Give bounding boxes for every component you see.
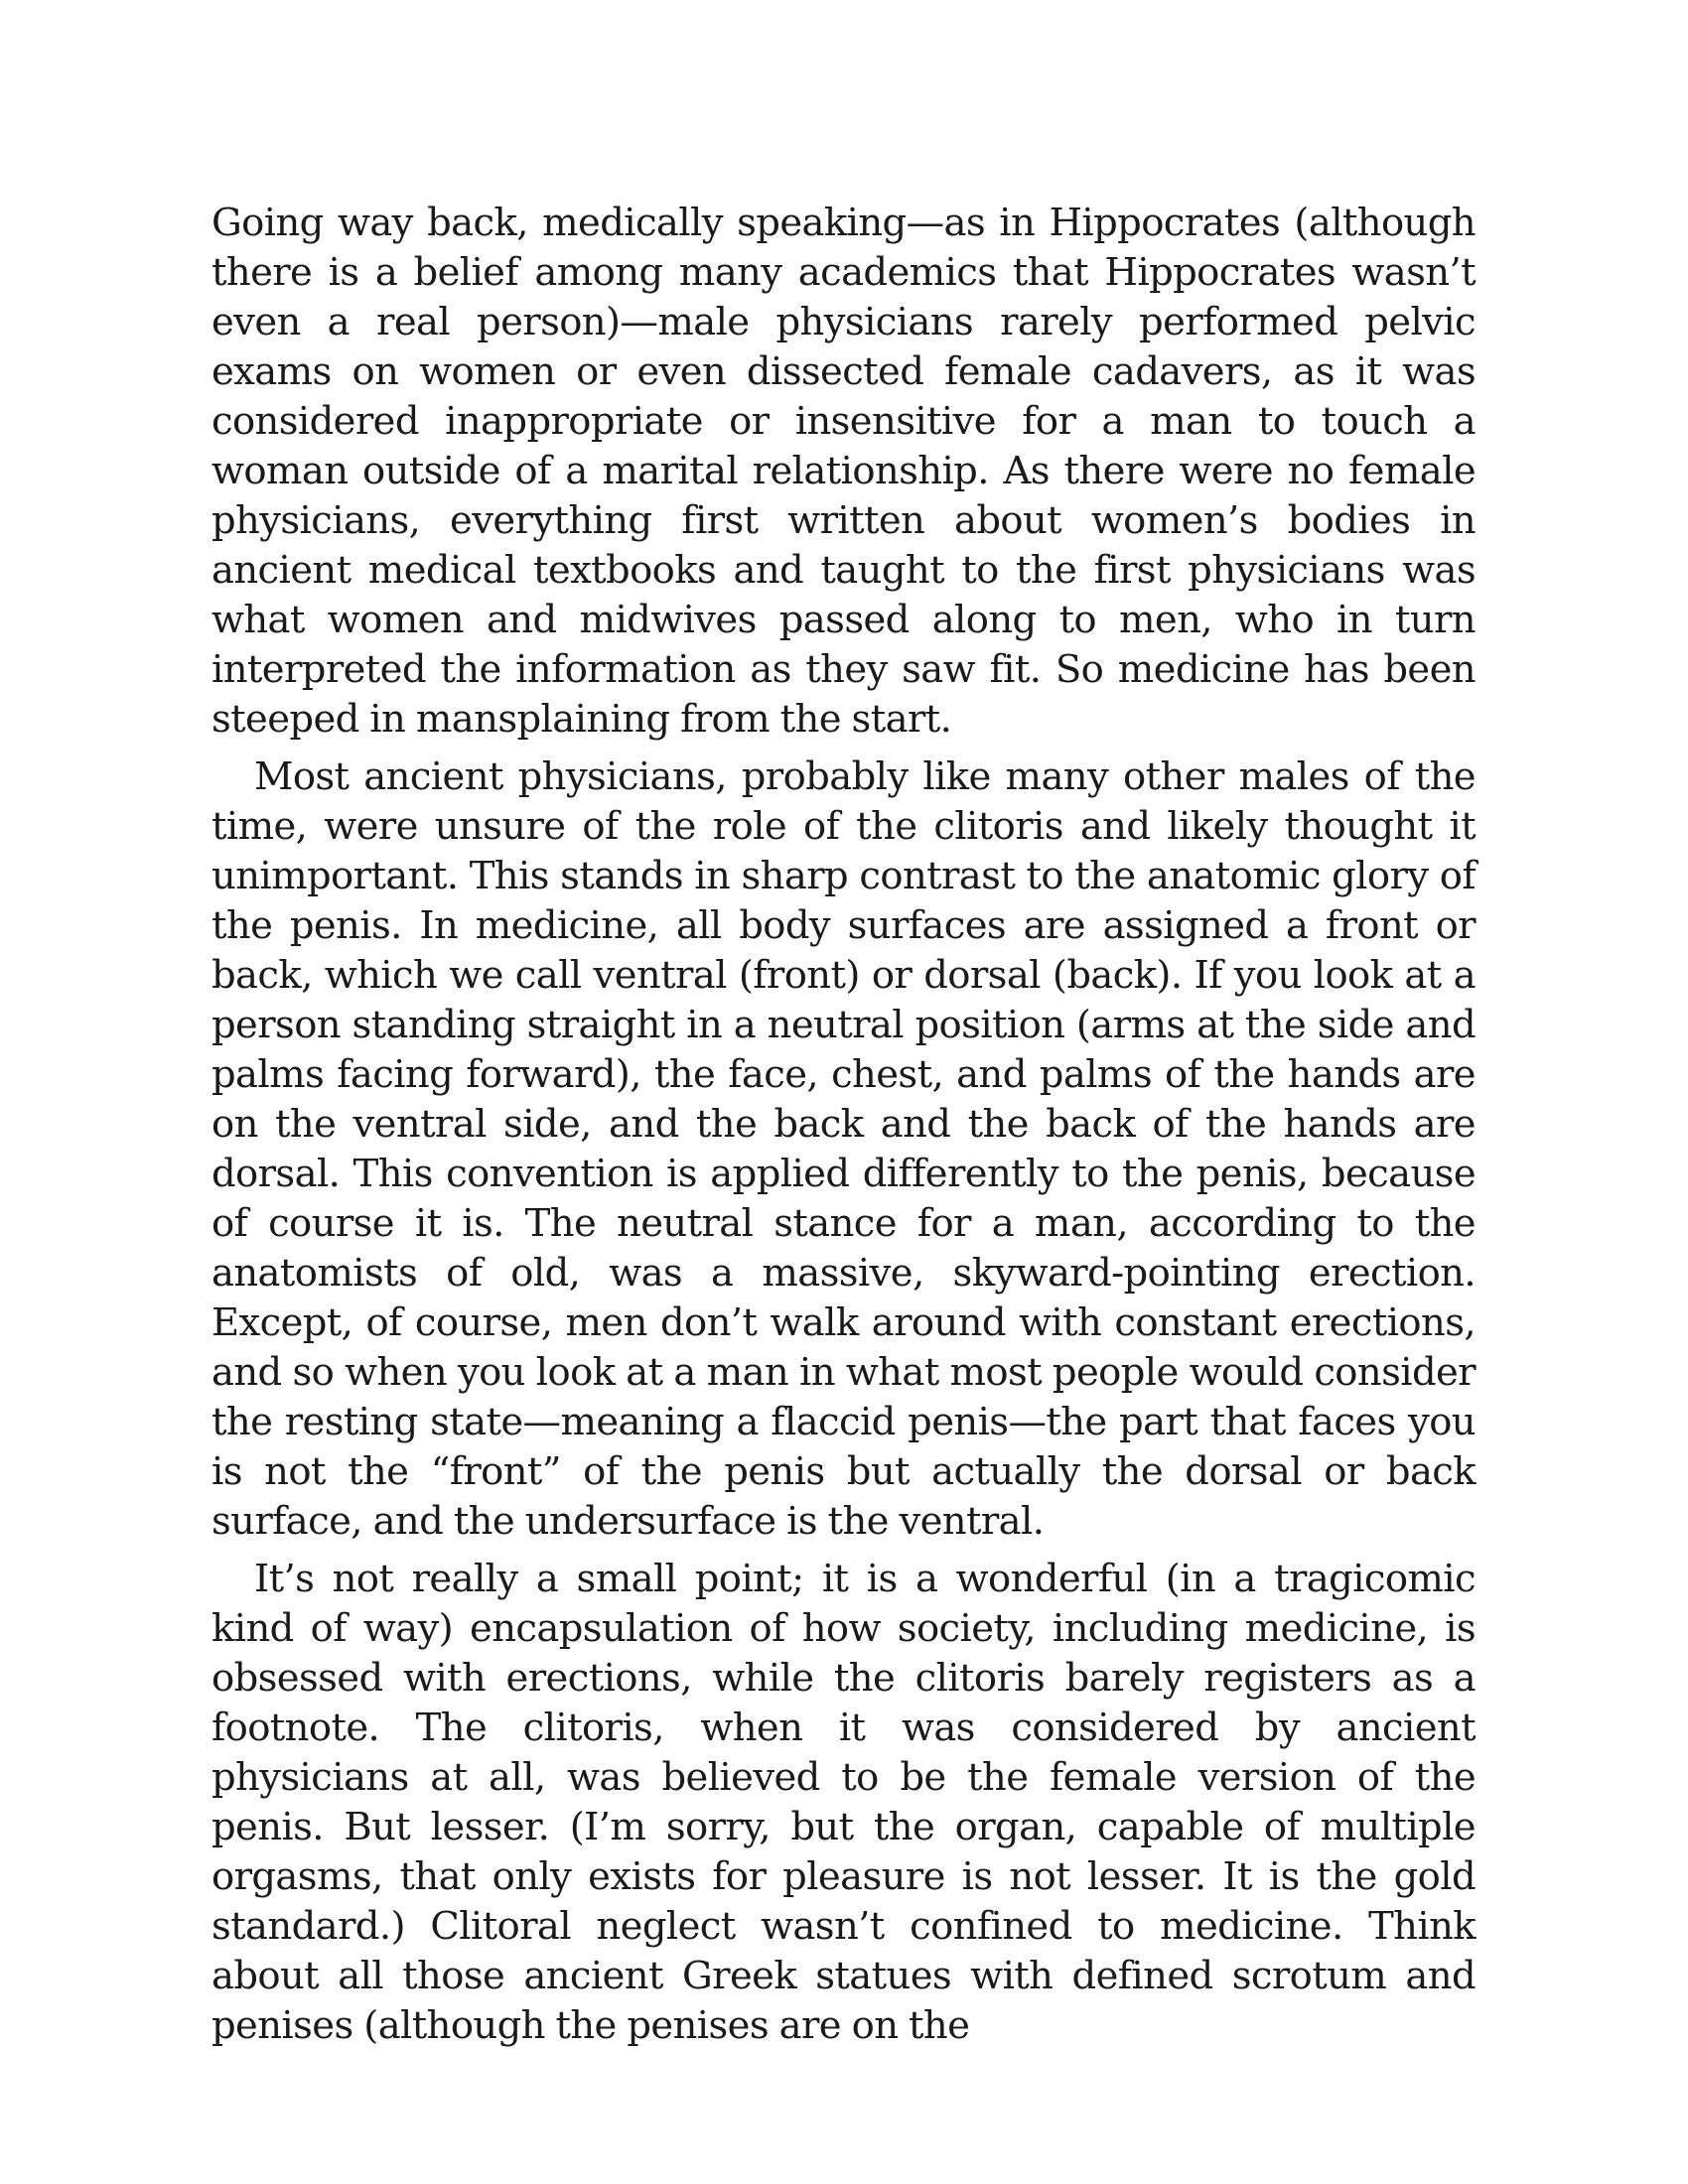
paragraph-3: It’s not really a small point; it is a wonderful (in a tragicomic kind of way) encapsulation of how society, including medicine, is obsessed with erections, while the clitoris barely registers as a footnote. The clitoris, when it was considered by ancient physicians at all, was believed to be the female version of the penis. But lesser. (I’m sorry, but the organ, capable of multiple orgasms, that only exists for pleasure is not lesser. It is the gold standard.) Clitoral neglect wasn’t confined to medicine. Think about all those ancient Greek statues with defined scrotum and penises (although the penises are on the	[211, 1557, 1476, 2048]
paragraph-1: Going way back, medically speaking—as in Hippocrates (although there is a belief among many academics that Hippocrates wasn’t even a real person)—male physicians rarely performed pelvic exams on women or even dissected female cadavers, as it was considered inappropriate or insensitive for a man to touch a woman outside of a marital relationship. As there were no female physicians, everything first written about women’s bodies in ancient medical textbooks and taught to the first physicians was what women and midwives passed along to men, who in turn interpreted the information as they saw fit. So medicine has been steeped in mansplaining from the start.	[211, 201, 1476, 742]
paragraph-2: Most ancient physicians, probably like many other males of the time, were unsure of the role of the clitoris and likely thought it unimportant. This stands in sharp contrast to the anatomic glory of the penis. In medicine, all body surfaces are assigned a front or back, which we call ventral (front) or dorsal (back). If you look at a person standing straight in a neutral position (arms at the side and palms facing forward), the face, chest, and palms of the hands are on the ventral side, and the back and the back of the hands are dorsal. This convention is applied differently to the penis, because of course it is. The neutral stance for a man, according to the anatomists of old, was a massive, skyward-pointing erection. Except, of course, men don’t walk around with constant erections, and so when you look at a man in what most people would consider the resting state—meaning a flaccid penis—the part that faces you is not the “front” of the penis but actually the dorsal or back surface, and the undersurface is the ventral.	[211, 754, 1476, 1544]
book-page	[211, 199, 1476, 2051]
